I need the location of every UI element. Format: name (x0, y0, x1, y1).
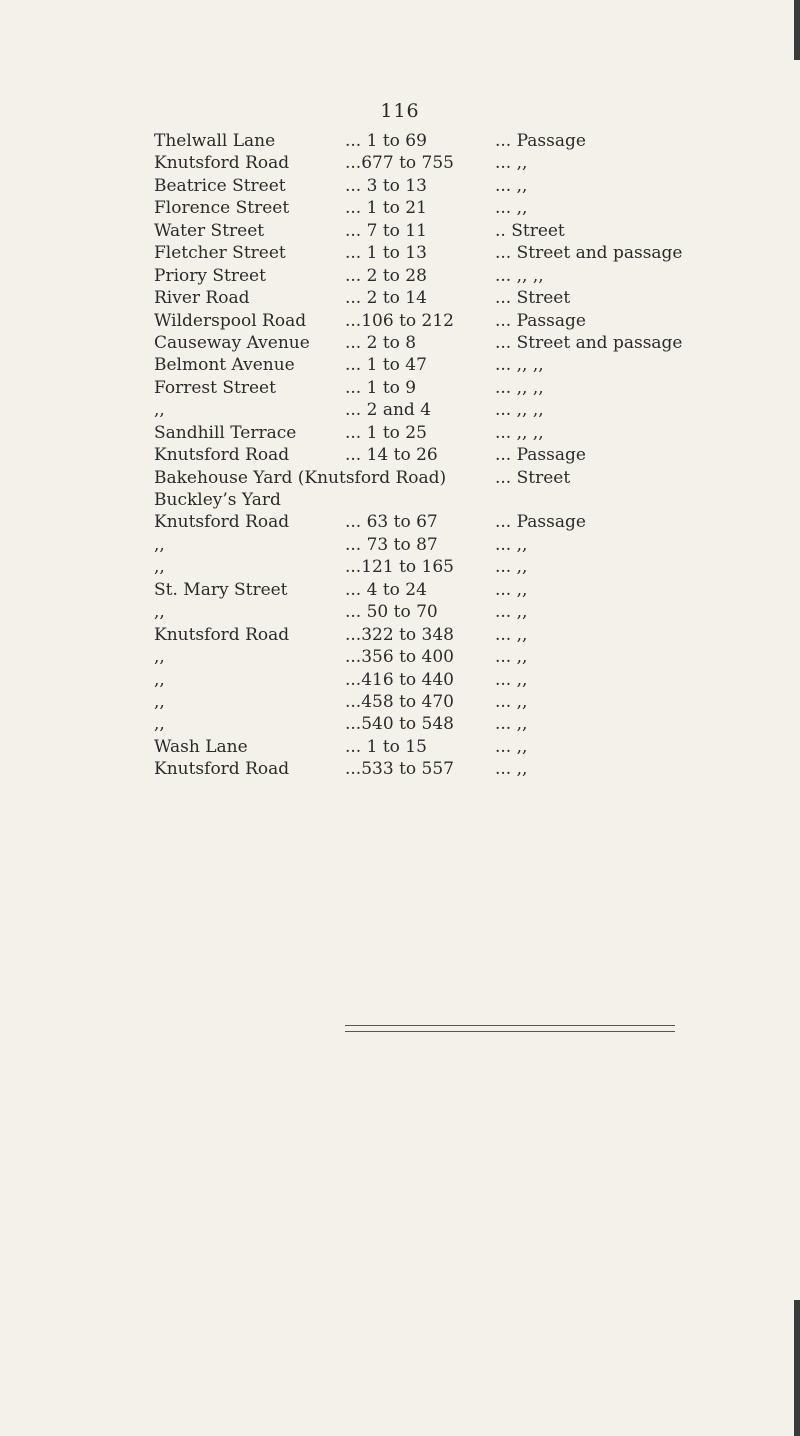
table-row (0, 556, 800, 578)
table-row (0, 399, 800, 421)
closing-rule-bottom (345, 1031, 675, 1032)
table-row (0, 511, 800, 533)
street-name: Knutsford Road (154, 759, 290, 780)
street-name: Water Street (154, 220, 265, 241)
street-name: Fletcher Street (154, 243, 286, 264)
table-row (0, 579, 800, 601)
access-type: ... Passage (495, 445, 586, 466)
access-type: ... ,, (495, 714, 528, 735)
street-name: Buckley’s Yard (154, 490, 281, 510)
table-row (0, 624, 800, 646)
access-type: ... Passage (495, 310, 586, 331)
street-name: Knutsford Road (154, 624, 290, 645)
table-row (0, 444, 800, 466)
number-range: ... 2 and 4 (345, 400, 432, 421)
number-range: ... 63 to 67 (345, 512, 438, 533)
access-type: ... Street (495, 467, 571, 488)
street-name: St. Mary Street (154, 579, 288, 600)
number-range: ... 7 to 11 (345, 220, 427, 241)
street-name: Florence Street (154, 198, 290, 219)
table-row (0, 489, 800, 511)
access-type: ... ,, ,, (495, 400, 544, 421)
street-name: Knutsford Road (154, 445, 290, 466)
number-range: ...121 to 165 (345, 557, 454, 578)
number-range: ... 2 to 8 (345, 332, 417, 353)
access-type: ... ,, (495, 602, 528, 623)
access-type: ... Passage (495, 131, 586, 151)
street-name: ,, (154, 400, 165, 421)
table-row (0, 713, 800, 735)
table-row (0, 736, 800, 758)
number-range: ... 1 to 21 (345, 198, 427, 219)
street-name: Knutsford Road (154, 153, 290, 174)
closing-rule-top (345, 1025, 675, 1026)
number-range: ...533 to 557 (345, 759, 454, 780)
access-type: ... ,, ,, (495, 377, 544, 398)
street-name: Priory Street (154, 265, 266, 286)
number-range: ... 1 to 69 (345, 131, 427, 151)
access-type: ... ,, (495, 624, 528, 645)
access-type: ... ,, (495, 579, 528, 600)
table-row (0, 377, 800, 399)
number-range: ... 2 to 28 (345, 265, 427, 286)
number-range: ...540 to 548 (345, 714, 454, 735)
number-range: ... 2 to 14 (345, 288, 427, 309)
table-row (0, 220, 800, 242)
street-name: Wilderspool Road (154, 310, 307, 331)
table-row (0, 669, 800, 691)
access-type: ... ,, ,, (495, 422, 544, 443)
number-range: ... 1 to 25 (345, 422, 427, 443)
page-number: 116 (380, 100, 420, 122)
number-range: ...416 to 440 (345, 669, 454, 690)
access-type: ... ,, (495, 736, 528, 757)
number-range: ... 3 to 13 (345, 175, 427, 196)
table-row (0, 197, 800, 219)
access-type: ... ,, (495, 647, 528, 668)
street-name: ,, (154, 557, 165, 578)
table-row (0, 422, 800, 444)
table-row (0, 152, 800, 174)
street-name: Wash Lane (154, 736, 248, 757)
street-name: ,, (154, 534, 165, 555)
access-type: ... ,, (495, 175, 528, 196)
number-range: ... 1 to 47 (345, 355, 427, 376)
number-range: ...677 to 755 (345, 153, 454, 174)
number-range: ...356 to 400 (345, 647, 454, 668)
access-type: ... Street and passage (495, 332, 683, 353)
table-row (0, 287, 800, 309)
table-row (0, 354, 800, 376)
access-type: ... ,, (495, 759, 528, 780)
access-type: ... ,, (495, 198, 528, 219)
access-type: ... ,, (495, 534, 528, 555)
street-name: Thelwall Lane (154, 131, 276, 151)
street-name: Knutsford Road (154, 512, 290, 533)
street-name: Sandhill Terrace (154, 422, 297, 443)
table-row (0, 310, 800, 332)
access-type: ... Passage (495, 512, 586, 533)
table-row (0, 534, 800, 556)
table-row (0, 265, 800, 287)
street-name: ,, (154, 669, 165, 690)
number-range: ... 4 to 24 (345, 579, 427, 600)
access-type: ... ,, ,, (495, 265, 544, 286)
street-table (0, 130, 800, 781)
number-range: ...106 to 212 (345, 310, 454, 331)
table-row (0, 242, 800, 264)
page-edge-mark-bottom (794, 1300, 800, 1436)
table-row (0, 175, 800, 197)
access-type: ... ,, (495, 691, 528, 712)
street-name: Beatrice Street (154, 175, 286, 196)
number-range: ... 73 to 87 (345, 534, 438, 555)
number-range: ... 1 to 9 (345, 377, 417, 398)
street-name: Forrest Street (154, 377, 276, 398)
street-name: ,, (154, 714, 165, 735)
number-range: ... 1 to 15 (345, 736, 427, 757)
number-range: ...322 to 348 (345, 624, 454, 645)
street-name: Belmont Avenue (154, 355, 295, 376)
number-range: ...458 to 470 (345, 691, 454, 712)
table-row (0, 646, 800, 668)
street-name: Causeway Avenue (154, 332, 310, 353)
street-name: ,, (154, 647, 165, 668)
street-name: Bakehouse Yard (Knutsford Road) (154, 467, 447, 488)
table-row (0, 467, 800, 489)
page-edge-mark-top (794, 0, 800, 60)
table-row (0, 601, 800, 623)
street-name: ,, (154, 602, 165, 623)
table-row (0, 130, 800, 152)
table-row (0, 758, 800, 780)
access-type: ... Street and passage (495, 243, 683, 264)
table-row (0, 332, 800, 354)
table-row (0, 691, 800, 713)
number-range: ... 50 to 70 (345, 602, 438, 623)
access-type: ... ,, ,, (495, 355, 544, 376)
street-name: ,, (154, 691, 165, 712)
access-type: ... ,, (495, 153, 528, 174)
street-name: River Road (154, 288, 250, 309)
number-range: ... 14 to 26 (345, 445, 438, 466)
access-type: ... Street (495, 288, 571, 309)
access-type: ... ,, (495, 669, 528, 690)
access-type: ... ,, (495, 557, 528, 578)
number-range: ... 1 to 13 (345, 243, 427, 264)
access-type: .. Street (495, 220, 565, 241)
